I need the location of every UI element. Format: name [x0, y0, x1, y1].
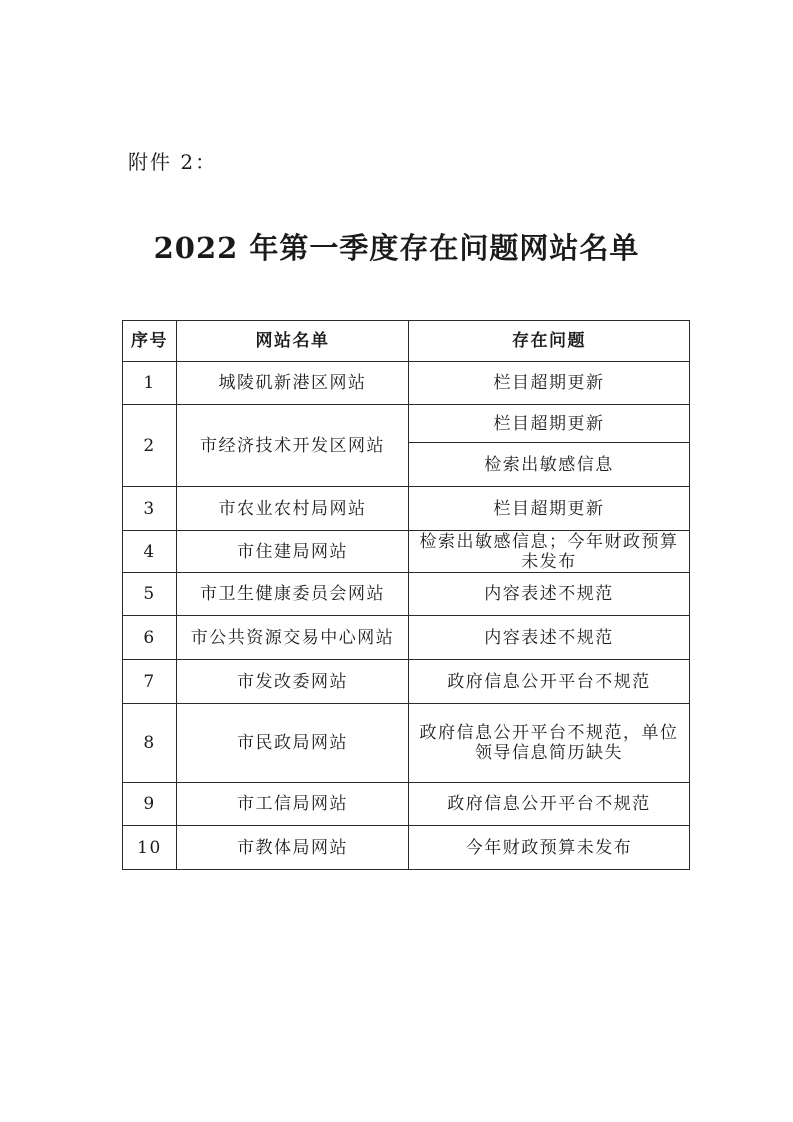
row-number: 8: [123, 704, 177, 783]
row-issue: 政府信息公开平台不规范，单位领导信息简历缺失: [409, 704, 690, 783]
row-issue: 政府信息公开平台不规范: [409, 783, 690, 826]
table-row: [123, 487, 690, 531]
row-website: 市工信局网站: [177, 783, 409, 826]
header-serial-number: 序号: [123, 321, 177, 362]
table-row: [123, 704, 690, 783]
row-website: 市发改委网站: [177, 660, 409, 704]
row-issue: 今年财政预算未发布: [409, 826, 690, 870]
row-issue: 政府信息公开平台不规范: [409, 660, 690, 704]
row-issue: 内容表述不规范: [409, 616, 690, 660]
row-website: 市住建局网站: [177, 531, 409, 573]
table-row: [123, 362, 690, 405]
row-issue: 检索出敏感信息: [409, 443, 690, 487]
row-issue: 内容表述不规范: [409, 573, 690, 616]
row-website: 市教体局网站: [177, 826, 409, 870]
row-number: 1: [123, 362, 177, 405]
problem-websites-table: [122, 320, 690, 870]
table-row: [123, 573, 690, 616]
table-header-row: [123, 321, 690, 362]
row-website: 市卫生健康委员会网站: [177, 573, 409, 616]
row-number: 5: [123, 573, 177, 616]
table-row: [123, 660, 690, 704]
row-website: 市经济技术开发区网站: [177, 405, 409, 487]
table-row: [123, 405, 690, 443]
table-row: [123, 616, 690, 660]
row-issue: 栏目超期更新: [409, 362, 690, 405]
row-website: 市公共资源交易中心网站: [177, 616, 409, 660]
table-row: [123, 826, 690, 870]
header-issues: 存在问题: [409, 321, 690, 362]
table-row: [123, 783, 690, 826]
page-title: 2022 年第一季度存在问题网站名单: [153, 231, 640, 265]
row-number: 9: [123, 783, 177, 826]
table-row: [123, 531, 690, 573]
row-website: 市民政局网站: [177, 704, 409, 783]
row-issue: 栏目超期更新: [409, 405, 690, 443]
row-website: 城陵矶新港区网站: [177, 362, 409, 405]
row-number: 10: [123, 826, 177, 870]
row-number: 3: [123, 487, 177, 531]
row-issue: 栏目超期更新: [409, 487, 690, 531]
attachment-label: 附件 2：: [128, 150, 218, 174]
row-website: 市农业农村局网站: [177, 487, 409, 531]
row-number: 4: [123, 531, 177, 573]
row-issue: 检索出敏感信息；今年财政预算未发布: [409, 531, 690, 573]
row-number: 7: [123, 660, 177, 704]
header-website-name: 网站名单: [177, 321, 409, 362]
row-number: 2: [123, 405, 177, 487]
row-number: 6: [123, 616, 177, 660]
